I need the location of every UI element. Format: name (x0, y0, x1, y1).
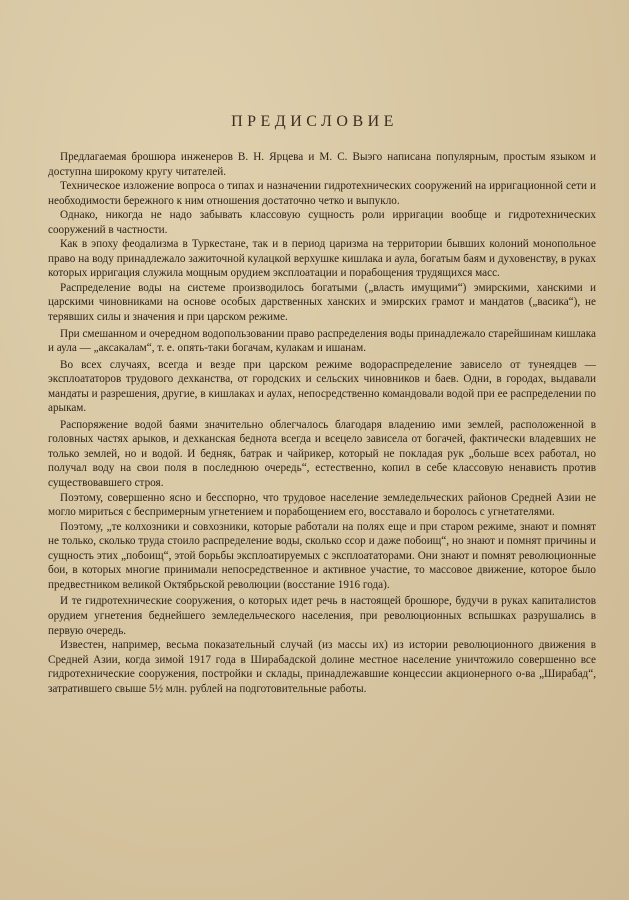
paragraph: Поэтому, „те колхозники и совхозники, которые работали на полях еще и при старом режиме, знают и помнят не только, сколько труда стоило распределение воды, сколько ссор и даже побоищ“, но знают и помнят причины и сущность этих „побоищ“, этой борьбы эксплоатируемых с эксплоататорами. Они знают и помнят революционные бои, в которых многие принимали непосредственное и активное участие, то массовое движение, которое было предвестником великой Октябрьской революции (восстание 1916 года). (48, 520, 596, 591)
paragraph: Распределение воды на системе производилось богатыми („власть имущими“) эмирскими, ханскими и царскими чиновниками на основе особых дарственных ханских и эмирских грамот и мандатов („васика“), не терявших силы и значения и при царском режиме. (48, 281, 596, 324)
paragraph: Техническое изложение вопроса о типах и назначении гидротехнических сооружений на ирригационной сети и необходимости бережного к ним отношения достаточно четко и выпукло. (48, 180, 596, 207)
paragraph: Распоряжение водой баями значительно облегчалось благодаря владению ими землей, расположенной в головных частях арыков, и дехканская беднота всегда и всецело зависела от богачей, фактически владевших не только землей, но и водой. И бедняк, батрак и чайрикер, который не покладая рук „больше всех работал, но получал воду на свои поля в последнюю очередь“, естественно, копил в себе классовую ненависть против существовавшего строя. (48, 418, 596, 490)
paragraph: Во всех случаях, всегда и везде при царском режиме водораспределение зависело от тунеядцев — эксплоататоров трудового дехканства, от городских и сельских чиновников и баев. Одни, в городах, выдавали мандаты и разрешения, другие, в кишлаках и аулах, непосредственно командовали водой при ее распределении по арыкам. (48, 358, 596, 415)
document-body (48, 150, 596, 696)
paragraph: При смешанном и очередном водопользовании право распределения воды принадлежало старейшинам кишлака и аула — „аксакалам“, т. е. опять-таки богачам, кулакам и ишанам. (48, 327, 596, 355)
page-title: ПРЕДИСЛОВИЕ (231, 113, 398, 130)
paragraph: Известен, например, весьма показательный случай (из массы их) из истории революционного движения в Средней Азии, когда зимой 1917 года в Ширабадской долине местное население уничтожило совершенно все гидротехнические сооружения, постройки и склады, принадлежавшие концессии акционерного о-ва „Ширабад“, затратившего свыше 5½ млн. рублей на подготовительные работы. (48, 639, 596, 695)
paragraph: Поэтому, совершенно ясно и бесспорно, что трудовое население земледельческих районов Средней Азии не могло мириться с беспримерным угнетением и порабощением его, восставало и боролось с угнетателями. (48, 491, 596, 519)
paragraph: И те гидротехнические сооружения, о которых идет речь в настоящей брошюре, будучи в руках капиталистов орудием угнетения беднейшего земледельческого населения, при революционных вспышках разрушались в первую очередь. (48, 595, 596, 637)
paragraph: Как в эпоху феодализма в Туркестане, так и в период царизма на территории бывших колоний монопольное право на воду принадлежало зажиточной кулацкой верхушке кишлака и аула, богатым баям и духовенству, в руках которых ирригация служила мощным орудием эксплоатации и порабощения трудящихся масс. (48, 238, 596, 280)
paragraph: Предлагаемая брошюра инженеров В. Н. Ярцева и М. С. Выэго написана популярным, простым языком и доступна широкому кругу читателей. (48, 151, 596, 178)
paragraph: Однако, никогда не надо забывать классовую сущность роли ирригации вообще и гидротехнических сооружений в частности. (48, 209, 596, 236)
